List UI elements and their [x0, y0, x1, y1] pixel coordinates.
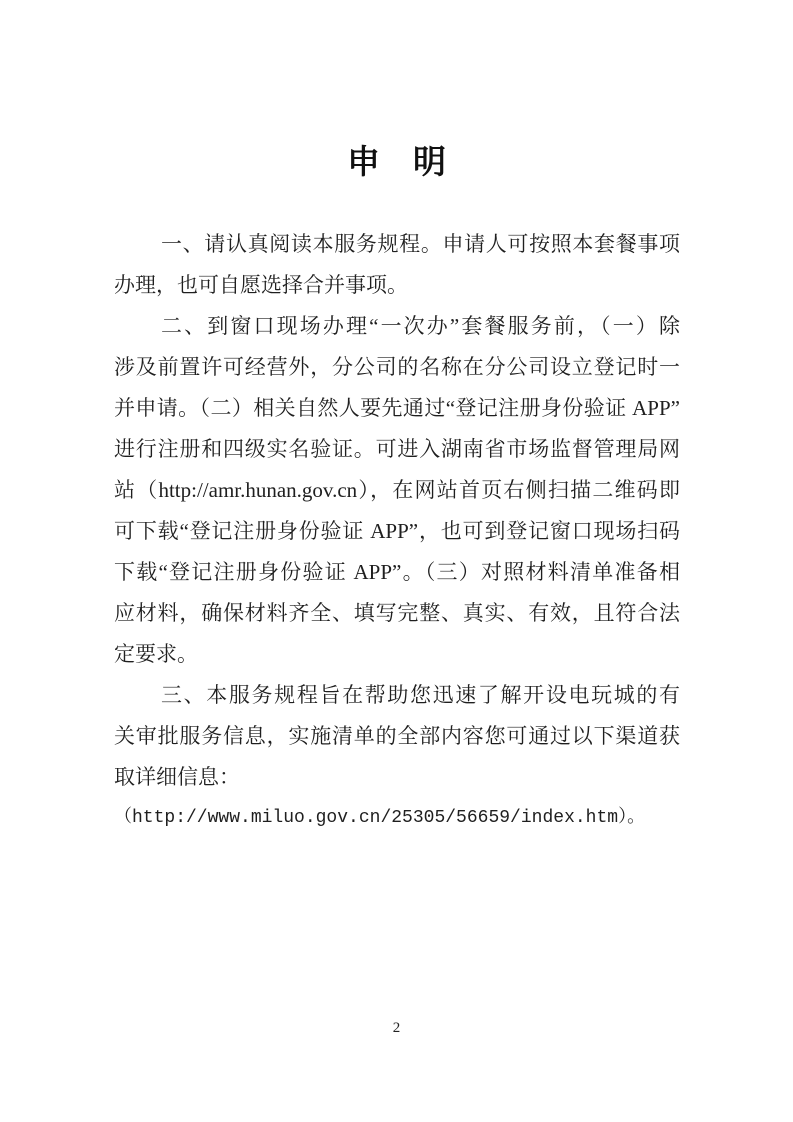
body-line: 定要求。: [114, 642, 198, 666]
body-line: 涉及前置许可经营外，分公司的名称在分公司设立登记时一: [114, 355, 680, 379]
body-line: 并申请。（二）相关自然人要先通过“登记注册身份验证 APP”: [114, 396, 680, 420]
body-line: 站（http://amr.hunan.gov.cn），在网站首页右侧扫描二维码即: [114, 478, 680, 502]
body-line: 一、请认真阅读本服务规程。申请人可按照本套餐事项: [161, 232, 680, 256]
document-body: [114, 224, 680, 839]
page-title: 申 明: [347, 145, 446, 181]
page-number: 2: [392, 1020, 401, 1036]
body-line-url: （http://www.miluo.gov.cn/25305/56659/index.htm）。: [114, 808, 646, 828]
body-line: 进行注册和四级实名验证。可进入湖南省市场监督管理局网: [114, 437, 680, 461]
body-line: 可下载“登记注册身份验证 APP”，也可到登记窗口现场扫码: [114, 519, 680, 543]
body-line: 三、本服务规程旨在帮助您迅速了解开设电玩城的有: [161, 683, 680, 707]
body-line: 下载“登记注册身份验证 APP”。（三）对照材料清单准备相: [114, 560, 680, 584]
body-line: 关审批服务信息，实施清单的全部内容您可通过以下渠道获: [114, 724, 680, 748]
body-line: 二、到窗口现场办理“一次办”套餐服务前，（一）除: [161, 314, 680, 338]
body-line: 办理，也可自愿选择合并事项。: [114, 273, 408, 297]
body-line: 应材料，确保材料齐全、填写完整、真实、有效，且符合法: [114, 601, 680, 625]
body-line: 取详细信息：: [114, 765, 240, 789]
